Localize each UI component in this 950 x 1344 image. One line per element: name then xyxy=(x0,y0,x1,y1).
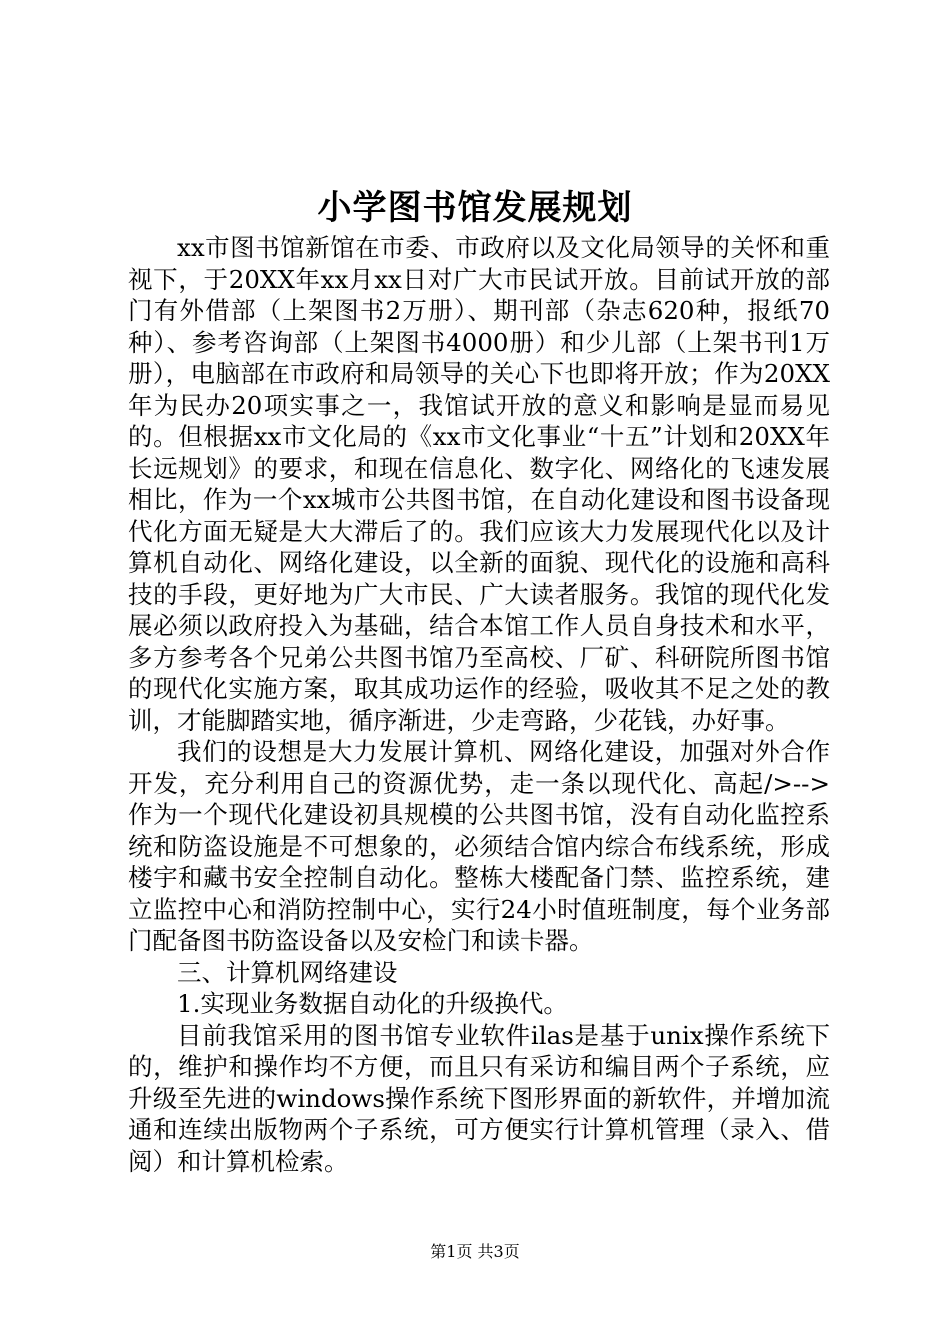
document-body xyxy=(128,232,830,1177)
document-title: 小学图书馆发展规划 xyxy=(317,188,633,228)
section-heading: 三、计算机网络建设 xyxy=(177,957,398,987)
page-footer: 第1页 共3页 xyxy=(430,1242,520,1261)
subsection-heading: 1.实现业务数据自动化的升级换代。 xyxy=(177,989,568,1018)
paragraph-vision: 我们的设想是大力发展计算机、网络化建设，加强对外合作开发，充分利用自己的资源优势，走一条以现代化、高起/>-->作为一个现代化建设初具规模的公共图书馆，没有自动化监控系统和防盗设施是不可想象的，必须结合馆内综合布线系统，形成楼宇和藏书安全控制自动化。整栋大楼配备门禁、监控系统，建立监控中心和消防控制中心，实行24小时值班制度，每个业务部门配备图书防盗设备以及安检门和读卡器。 xyxy=(128,737,830,955)
paragraph-intro: xx市图书馆新馆在市委、市政府以及文化局领导的关怀和重视下，于20XX年xx月xx日对广大市民试开放。目前试开放的部门有外借部（上架图书2万册）、期刊部（杂志620种，报纸70种）、参考咨询部（上架图书4000册）和少儿部（上架书刊1万册），电脑部在市政府和局领导的关心下也即将开放；作为20XX年为民办20项实事之一，我馆试开放的意义和影响是显而易见的。但根据xx市文化局的《xx市文化事业“十五”计划和20XX年长远规划》的要求，和现在信息化、数字化、网络化的飞速发展相比，作为一个xx城市公共图书馆，在自动化建设和图书设备现代化方面无疑是大大滞后了的。我们应该大力发展现代化以及计算机自动化、网络化建设，以全新的面貌、现代化的设施和高科技的手段，更好地为广大市民、广大读者服务。我馆的现代化发展必须以政府投入为基础，结合本馆工作人员自身技术和水平，多方参考各个兄弟公共图书馆乃至高校、厂矿、科研院所图书馆的现代化实施方案，取其成功运作的经验，吸收其不足之处的教训，才能脚踏实地，循序渐进，少走弯路，少花钱，办好事。 xyxy=(128,233,830,735)
paragraph-software: 目前我馆采用的图书馆专业软件ilas是基于unix操作系统下的，维护和操作均不方便，而且只有采访和编目两个子系统，应升级至先进的windows操作系统下图形界面的新软件，并增加流通和连续出版物两个子系统，可方便实行计算机管理（录入、借阅）和计算机检索。 xyxy=(128,1020,830,1176)
